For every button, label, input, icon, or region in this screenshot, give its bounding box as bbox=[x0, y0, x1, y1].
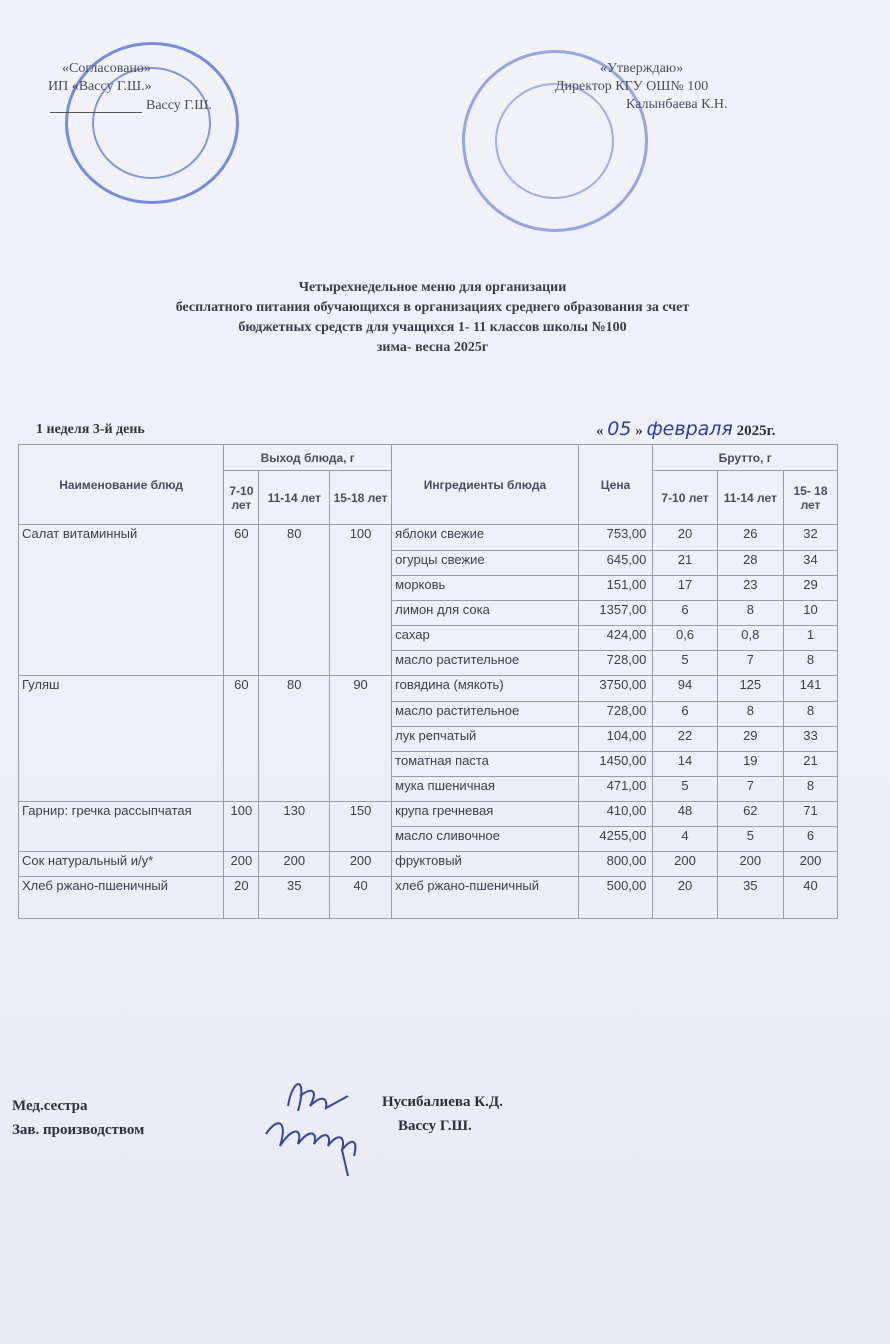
title-line1: Четырехнедельное меню для организации bbox=[298, 280, 567, 295]
ingredient-gross-11-14: 7 bbox=[717, 651, 783, 676]
ingredient-gross-11-14: 29 bbox=[717, 727, 783, 752]
dish-name: Сок натуральный и/у* bbox=[19, 852, 224, 877]
date-year: 2025г. bbox=[736, 423, 776, 439]
table-row bbox=[19, 877, 838, 919]
approval-right-line2: Директор КГУ ОШ№ 100 bbox=[555, 79, 709, 94]
ingredient-name: сахар bbox=[392, 626, 579, 651]
title-line2: бесплатного питания обучающихся в организациях среднего образования за счет bbox=[175, 300, 690, 315]
header-age-15-18: 15-18 лет bbox=[329, 471, 391, 525]
ingredient-gross-11-14: 0,8 bbox=[717, 626, 783, 651]
table-row bbox=[19, 802, 838, 827]
ingredient-name: морковь bbox=[392, 576, 579, 601]
ingredient-gross-11-14: 23 bbox=[717, 576, 783, 601]
ingredient-gross-15-18: 200 bbox=[783, 852, 837, 877]
ingredient-gross-11-14: 26 bbox=[717, 525, 783, 551]
title-line3: бюджетных средств для учащихся 1- 11 классов школы №100 bbox=[238, 320, 627, 335]
ingredient-price: 471,00 bbox=[578, 777, 653, 802]
footer-name-production: Вассу Г.Ш. bbox=[398, 1118, 472, 1134]
ingredient-gross-7-10: 20 bbox=[653, 877, 717, 919]
dish-output-11-14: 80 bbox=[259, 676, 329, 802]
ingredient-gross-15-18: 71 bbox=[783, 802, 837, 827]
ingredient-gross-11-14: 8 bbox=[717, 702, 783, 727]
ingredient-gross-15-18: 8 bbox=[783, 702, 837, 727]
ingredient-price: 1450,00 bbox=[578, 752, 653, 777]
footer-name-nurse: Нусибалиева К.Д. bbox=[382, 1094, 503, 1110]
dish-output-7-10: 20 bbox=[224, 877, 259, 919]
ingredient-gross-15-18: 6 bbox=[783, 827, 837, 852]
ingredient-name: хлеб ржано-пшеничный bbox=[392, 877, 579, 919]
ingredient-name: томатная паста bbox=[392, 752, 579, 777]
date-open-quote: « bbox=[596, 423, 604, 439]
ingredient-gross-7-10: 17 bbox=[653, 576, 717, 601]
ingredient-price: 3750,00 bbox=[578, 676, 653, 702]
header-age-7-10: 7-10 лет bbox=[224, 471, 259, 525]
table-row bbox=[19, 525, 838, 551]
dish-output-11-14: 200 bbox=[259, 852, 329, 877]
ingredient-price: 728,00 bbox=[578, 651, 653, 676]
ingredient-gross-11-14: 200 bbox=[717, 852, 783, 877]
menu-table bbox=[18, 444, 838, 919]
ingredient-gross-15-18: 40 bbox=[783, 877, 837, 919]
dish-output-15-18: 90 bbox=[329, 676, 391, 802]
dish-name: Хлеб ржано-пшеничный bbox=[19, 877, 224, 919]
ingredient-gross-7-10: 5 bbox=[653, 777, 717, 802]
menu-table-body bbox=[19, 525, 838, 919]
dish-output-15-18: 150 bbox=[329, 802, 391, 852]
approval-right-line1: «Утверждаю» bbox=[600, 61, 684, 76]
ingredient-gross-15-18: 29 bbox=[783, 576, 837, 601]
ingredient-name: масло растительное bbox=[392, 702, 579, 727]
dish-output-7-10: 60 bbox=[224, 525, 259, 676]
ingredient-gross-15-18: 32 bbox=[783, 525, 837, 551]
dish-name: Салат витаминный bbox=[19, 525, 224, 676]
ingredient-gross-7-10: 6 bbox=[653, 601, 717, 626]
ingredient-price: 1357,00 bbox=[578, 601, 653, 626]
ingredient-gross-11-14: 28 bbox=[717, 551, 783, 576]
ingredient-gross-11-14: 7 bbox=[717, 777, 783, 802]
ingredient-gross-7-10: 5 bbox=[653, 651, 717, 676]
signature-line-left bbox=[50, 112, 142, 113]
dish-output-15-18: 100 bbox=[329, 525, 391, 676]
ingredient-name: лук репчатый bbox=[392, 727, 579, 752]
dish-name: Гарнир: гречка рассыпчатая bbox=[19, 802, 224, 852]
dish-output-11-14: 130 bbox=[259, 802, 329, 852]
ingredient-gross-7-10: 0,6 bbox=[653, 626, 717, 651]
date-line bbox=[596, 418, 775, 440]
ingredient-gross-7-10: 14 bbox=[653, 752, 717, 777]
header-output: Выход блюда, г bbox=[224, 445, 392, 471]
dish-output-15-18: 200 bbox=[329, 852, 391, 877]
header-gross: Брутто, г bbox=[653, 445, 838, 471]
ingredient-price: 424,00 bbox=[578, 626, 653, 651]
ingredient-name: мука пшеничная bbox=[392, 777, 579, 802]
dish-name: Гуляш bbox=[19, 676, 224, 802]
dish-output-7-10: 200 bbox=[224, 852, 259, 877]
ingredient-gross-15-18: 8 bbox=[783, 777, 837, 802]
ingredient-name: масло сливочное bbox=[392, 827, 579, 852]
footer-role-production: Зав. производством bbox=[12, 1122, 145, 1138]
ingredient-price: 500,00 bbox=[578, 877, 653, 919]
table-row bbox=[19, 676, 838, 702]
ingredient-name: говядина (мякоть) bbox=[392, 676, 579, 702]
header-ingredients: Ингредиенты блюда bbox=[392, 445, 579, 525]
ingredient-name: крупа гречневая bbox=[392, 802, 579, 827]
ingredient-gross-11-14: 8 bbox=[717, 601, 783, 626]
ingredient-gross-15-18: 34 bbox=[783, 551, 837, 576]
dish-output-11-14: 80 bbox=[259, 525, 329, 676]
ingredient-gross-7-10: 48 bbox=[653, 802, 717, 827]
ingredient-gross-15-18: 21 bbox=[783, 752, 837, 777]
header-price: Цена bbox=[578, 445, 653, 525]
ingredient-gross-15-18: 8 bbox=[783, 651, 837, 676]
ingredient-gross-7-10: 6 bbox=[653, 702, 717, 727]
ingredient-gross-11-14: 35 bbox=[717, 877, 783, 919]
handwritten-signature bbox=[258, 1066, 378, 1186]
approval-left-line3: Вассу Г.Ш. bbox=[146, 98, 212, 113]
document-title bbox=[60, 278, 805, 358]
ingredient-gross-15-18: 1 bbox=[783, 626, 837, 651]
ingredient-gross-11-14: 5 bbox=[717, 827, 783, 852]
date-close-quote: » bbox=[635, 423, 643, 439]
ingredient-gross-7-10: 21 bbox=[653, 551, 717, 576]
dish-output-15-18: 40 bbox=[329, 877, 391, 919]
ingredient-name: масло растительное bbox=[392, 651, 579, 676]
ingredient-gross-15-18: 33 bbox=[783, 727, 837, 752]
ingredient-price: 4255,00 bbox=[578, 827, 653, 852]
ingredient-gross-7-10: 4 bbox=[653, 827, 717, 852]
table-row bbox=[19, 852, 838, 877]
ingredient-price: 104,00 bbox=[578, 727, 653, 752]
dish-output-7-10: 60 bbox=[224, 676, 259, 802]
header-gross-age-11-14: 11-14 лет bbox=[717, 471, 783, 525]
title-line4: зима- весна 2025г bbox=[376, 340, 489, 355]
ingredient-price: 151,00 bbox=[578, 576, 653, 601]
approval-left-line2: ИП «Вассу Г.Ш.» bbox=[48, 79, 152, 94]
ingredient-gross-15-18: 141 bbox=[783, 676, 837, 702]
date-month: февраля bbox=[646, 418, 733, 440]
ingredient-name: яблоки свежие bbox=[392, 525, 579, 551]
approval-left-line1: «Согласовано» bbox=[62, 61, 151, 76]
week-day-label: 1 неделя 3-й день bbox=[36, 422, 145, 437]
ingredient-gross-11-14: 125 bbox=[717, 676, 783, 702]
ingredient-gross-7-10: 94 bbox=[653, 676, 717, 702]
ingredient-price: 800,00 bbox=[578, 852, 653, 877]
dish-output-11-14: 35 bbox=[259, 877, 329, 919]
header-dish: Наименование блюд bbox=[19, 445, 224, 525]
ingredient-gross-11-14: 62 bbox=[717, 802, 783, 827]
ingredient-name: огурцы свежие bbox=[392, 551, 579, 576]
ingredient-gross-7-10: 22 bbox=[653, 727, 717, 752]
header-gross-age-7-10: 7-10 лет bbox=[653, 471, 717, 525]
header-age-11-14: 11-14 лет bbox=[259, 471, 329, 525]
ingredient-name: фруктовый bbox=[392, 852, 579, 877]
ingredient-gross-7-10: 20 bbox=[653, 525, 717, 551]
date-day: 05 bbox=[607, 418, 632, 440]
header-gross-age-15-18: 15- 18 лет bbox=[783, 471, 837, 525]
ingredient-price: 410,00 bbox=[578, 802, 653, 827]
ingredient-price: 728,00 bbox=[578, 702, 653, 727]
ingredient-gross-7-10: 200 bbox=[653, 852, 717, 877]
ingredient-name: лимон для сока bbox=[392, 601, 579, 626]
ingredient-price: 753,00 bbox=[578, 525, 653, 551]
dish-output-7-10: 100 bbox=[224, 802, 259, 852]
footer-role-nurse: Мед.сестра bbox=[12, 1098, 88, 1114]
ingredient-gross-15-18: 10 bbox=[783, 601, 837, 626]
approval-right-line3: Калынбаева К.Н. bbox=[626, 97, 728, 112]
ingredient-gross-11-14: 19 bbox=[717, 752, 783, 777]
ingredient-price: 645,00 bbox=[578, 551, 653, 576]
